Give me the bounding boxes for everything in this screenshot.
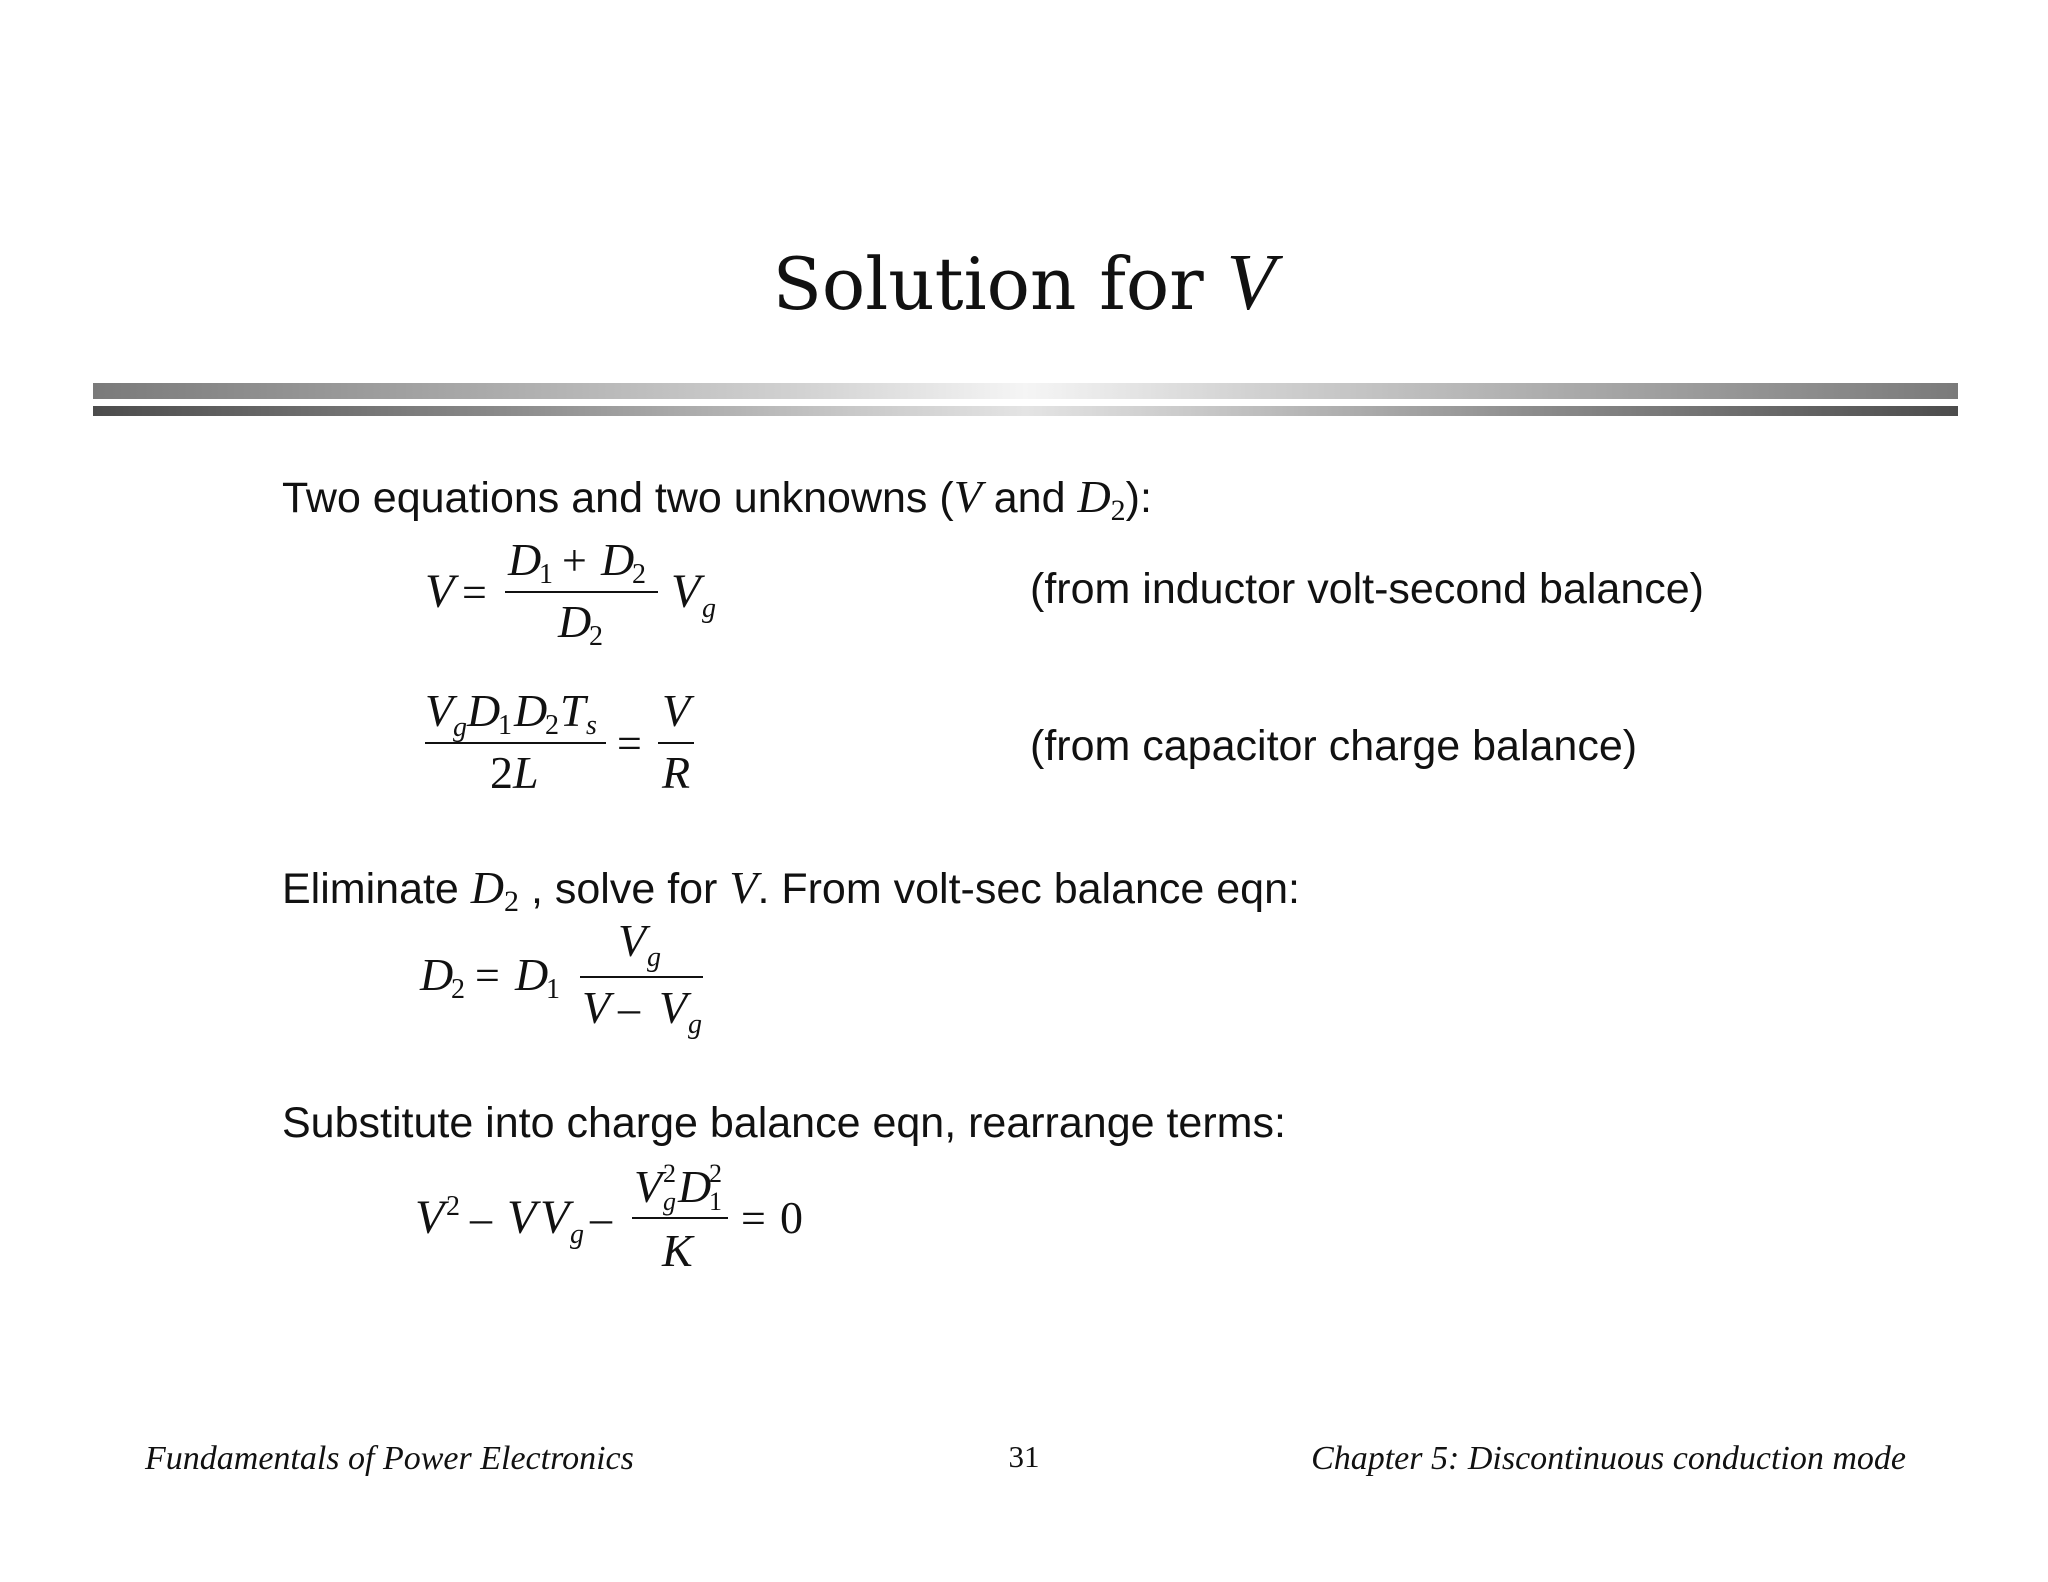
svg-text:=: =	[462, 568, 487, 617]
svg-text:D: D	[514, 685, 548, 736]
svg-text:2: 2	[709, 1159, 722, 1188]
svg-text:D: D	[467, 685, 501, 736]
svg-text:V: V	[662, 685, 691, 736]
svg-text:V: V	[540, 1191, 570, 1244]
svg-text:L: L	[513, 747, 539, 798]
svg-text:D: D	[601, 534, 635, 585]
svg-text:1: 1	[709, 1187, 722, 1216]
slide-title	[0, 238, 2048, 329]
svg-text:D: D	[515, 949, 549, 1000]
svg-text:R: R	[662, 747, 691, 798]
equation-quadratic	[410, 1160, 830, 1280]
svg-text:0: 0	[780, 1192, 803, 1243]
svg-text:–: –	[470, 1194, 492, 1243]
svg-text:g: g	[688, 1009, 702, 1040]
svg-text:1: 1	[546, 974, 560, 1005]
equation-volt-second-balance	[420, 535, 740, 655]
title-divider-lower	[93, 406, 1958, 416]
svg-text:D: D	[558, 596, 592, 647]
svg-text:s: s	[586, 710, 597, 741]
svg-text:D: D	[508, 534, 542, 585]
svg-text:V: V	[582, 982, 611, 1033]
svg-text:2: 2	[632, 559, 646, 590]
svg-text:=: =	[617, 719, 642, 768]
equation-d2-solution	[415, 915, 735, 1048]
svg-text:K: K	[662, 1225, 693, 1276]
svg-text:T: T	[560, 685, 586, 736]
eliminate-var-d2: $D_2$	[470, 862, 520, 918]
equation1-note: (from inductor volt-second balance)	[1030, 565, 1704, 613]
equation2-note: (from capacitor charge balance)	[1030, 722, 1638, 770]
svg-text:1: 1	[498, 710, 512, 741]
svg-text:+: +	[562, 536, 587, 585]
svg-text:V: V	[671, 565, 701, 618]
svg-text:g: g	[453, 712, 467, 743]
svg-text:D: D	[678, 1161, 712, 1212]
svg-text:2: 2	[451, 974, 465, 1005]
svg-text:=: =	[475, 951, 500, 1000]
svg-text:2: 2	[545, 710, 559, 741]
svg-text:V: V	[425, 565, 455, 618]
substitute-paragraph: Substitute into charge balance eqn, rearrange terms:	[282, 1099, 1286, 1147]
svg-text:2: 2	[663, 1159, 676, 1188]
svg-text:g: g	[570, 1219, 584, 1250]
svg-text:g: g	[647, 942, 661, 973]
svg-text:D: D	[420, 949, 454, 1000]
svg-text:2: 2	[589, 621, 603, 652]
intro-var-d2: $D_2$	[1077, 471, 1126, 527]
svg-text:1: 1	[539, 559, 553, 590]
svg-text:V: V	[415, 1191, 445, 1244]
svg-text:=: =	[741, 1194, 766, 1243]
svg-text:–: –	[618, 984, 640, 1033]
equation-charge-balance	[420, 685, 740, 798]
footer-book-title: Fundamentals of Power Electronics	[145, 1440, 634, 1477]
title-text: Solution for	[772, 242, 1204, 326]
intro-paragraph: Two equations and two unknowns (V and $D_2$):	[282, 471, 1152, 527]
svg-text:g: g	[702, 593, 716, 624]
svg-text:g: g	[663, 1187, 676, 1216]
svg-text:V: V	[634, 1161, 663, 1212]
svg-text:V: V	[507, 1191, 537, 1244]
intro-var-v: V	[953, 471, 982, 522]
svg-text:V: V	[618, 915, 647, 966]
svg-text:V: V	[425, 685, 454, 736]
title-divider-upper	[93, 383, 1958, 399]
svg-text:V: V	[659, 982, 688, 1033]
footer-chapter: Chapter 5: Discontinuous conduction mode	[1311, 1440, 1906, 1477]
svg-text:2: 2	[490, 747, 513, 798]
svg-text:–: –	[590, 1194, 612, 1243]
eliminate-var-v: V	[729, 862, 758, 913]
svg-text:2: 2	[446, 1191, 460, 1222]
page-number: 31	[1008, 1439, 1040, 1474]
title-variable: V	[1226, 239, 1276, 327]
eliminate-paragraph: Eliminate $D_2$ , solve for V. From volt-sec balance eqn:	[282, 862, 1300, 918]
